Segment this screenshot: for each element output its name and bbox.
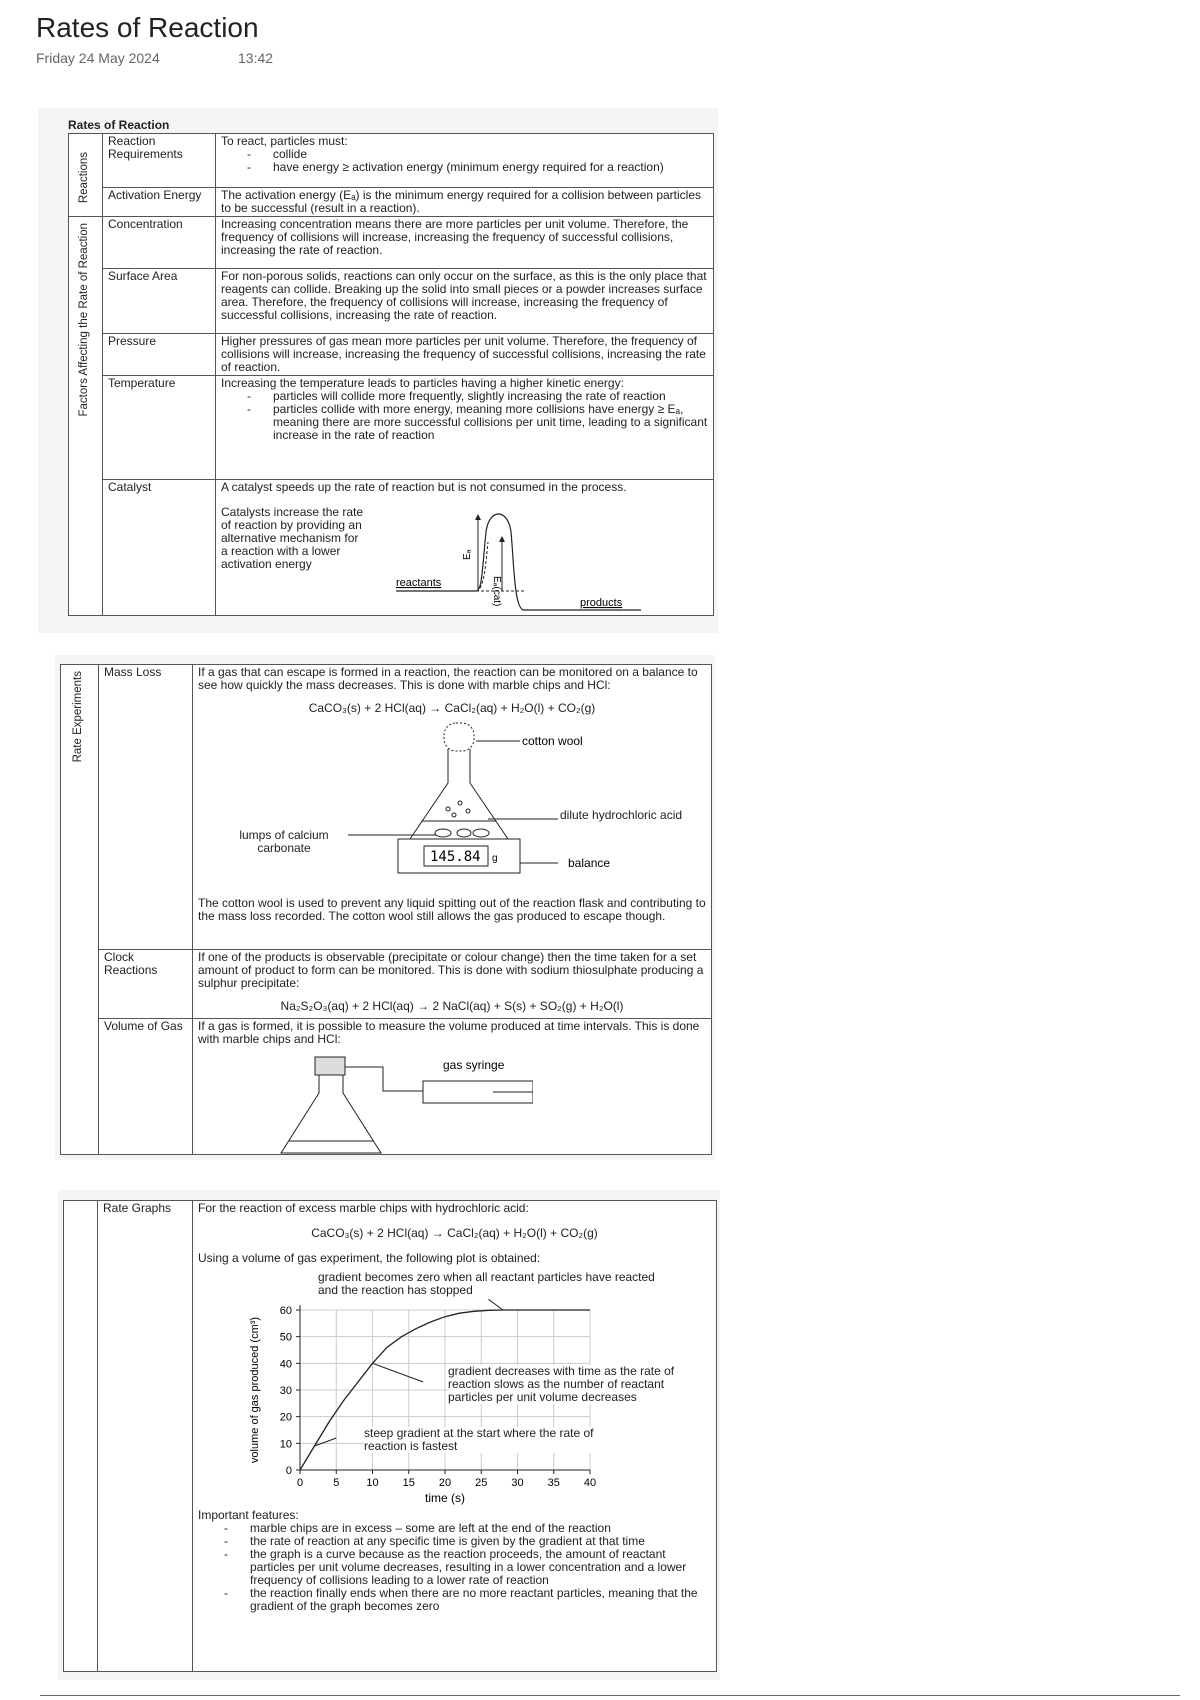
y-axis-label: volume of gas produced (cm³)	[249, 1316, 261, 1464]
x-tick-label: 30	[511, 1477, 524, 1489]
label-temperature: Temperature	[103, 376, 216, 480]
x-tick-label: 35	[547, 1477, 560, 1489]
y-tick-label: 0	[285, 1465, 292, 1477]
diag-reactants: reactants	[396, 577, 442, 589]
cell-activation-energy: The activation energy (Eₐ) is the minimum energy required for a collision between particles to be successful (result in a reaction).	[216, 188, 714, 217]
y-tick-label: 20	[279, 1411, 292, 1424]
section1-heading: Rates of Reaction	[68, 118, 170, 132]
temp-item: - particles collide with more energy, meaning more collisions have energy ≥ Eₐ, meaning there are more successful collisions per unit time, leading to a significant increase in the rate of reaction	[273, 403, 708, 442]
req-item: - have energy ≥ activation energy (minimum energy required for a reaction)	[273, 161, 708, 174]
factors-table	[68, 133, 714, 616]
y-tick-label: 10	[279, 1438, 292, 1451]
stopper	[315, 1057, 345, 1075]
cell-concentration: Increasing concentration means there are more particles per unit volume. Therefore, the frequency of collisions will increase, increasing the frequency of successful collisions, increasing the rate of reaction.	[216, 217, 714, 269]
feature-item: - the rate of reaction at any specific time is given by the gradient at that time	[250, 1535, 711, 1548]
diag-products: products	[580, 597, 623, 609]
graphs-side-cell	[64, 1201, 98, 1672]
factors-side-cell	[69, 217, 103, 616]
cotton-wool-plug	[444, 723, 474, 751]
cell-reaction-requirements	[216, 134, 714, 188]
side-label-factors: Factors Affecting the Rate of Reaction	[78, 223, 90, 417]
features-list	[198, 1522, 711, 1613]
x-tick-label: 5	[333, 1477, 340, 1489]
reactions-side-cell	[69, 134, 103, 217]
eacat-arrow-head	[499, 536, 505, 542]
y-tick-label: 30	[279, 1385, 292, 1397]
vol-text: If a gas is formed, it is possible to measure the volume produced at time intervals. This is done with marble chips and HCl:	[198, 1019, 700, 1046]
page-time: 13:42	[238, 50, 274, 66]
annotation-low: steep gradient at the start where the rate of reaction is fastest	[364, 1427, 614, 1453]
graph-using: Using a volume of gas experiment, the following plot is obtained:	[198, 1251, 541, 1265]
annotation-mid: gradient decreases with time as the rate of reaction slows as the number of reactant particles per unit volume decreases	[448, 1365, 678, 1404]
pointer-mid	[373, 1363, 424, 1382]
x-tick-label: 25	[475, 1477, 488, 1489]
cat-text: A catalyst speeds up the rate of reaction but is not consumed in the process.	[221, 480, 627, 494]
label-calcium-carbonate: lumps of calcium carbonate	[239, 828, 329, 855]
feature-item: - marble chips are in excess – some are left at the end of the reaction	[250, 1522, 711, 1535]
label-volume-of-gas: Volume of Gas	[99, 1019, 193, 1155]
graph-equation: CaCO₃(s) + 2 HCl(aq) → CaCl₂(aq) + H₂O(l) + CO₂(g)	[311, 1226, 598, 1240]
cell-rate-graphs	[193, 1201, 717, 1672]
temp-intro: Increasing the temperature leads to particles having a higher kinetic energy:	[221, 376, 624, 390]
label-balance: balance	[568, 856, 611, 870]
cat-text2: Catalysts increase the rate of reaction by providing an alternative mechanism for a reaction with a lower activation energy	[221, 505, 364, 571]
page-title: Rates of Reaction	[36, 12, 259, 43]
graph-intro: For the reaction of excess marble chips with hydrochloric acid:	[198, 1201, 529, 1215]
y-tick-label: 60	[279, 1305, 292, 1317]
label-dilute-acid: dilute hydrochloric acid	[560, 808, 683, 822]
label-clock-reactions: Clock Reactions	[99, 950, 193, 1019]
req-item: - collide	[273, 148, 708, 161]
label-activation-energy: Activation Energy	[103, 188, 216, 217]
cell-pressure: Higher pressures of gas mean more particles per unit volume. Therefore, the frequency of collisions will increase, increasing the frequency of successful collisions, increasing the rate of reaction.	[216, 334, 714, 376]
label-rate-graphs: Rate Graphs	[98, 1201, 193, 1672]
label-surface-area: Surface Area	[103, 269, 216, 334]
page-date: Friday 24 May 2024	[36, 50, 160, 66]
x-tick-label: 40	[583, 1477, 597, 1489]
side-label-reactions: Reactions	[78, 152, 90, 204]
side-label-experiments: Rate Experiments	[72, 671, 84, 763]
balance-unit: g	[492, 853, 498, 864]
balance-reading: 145.84	[430, 849, 481, 865]
temp-item: - particles will collide more frequently, slightly increasing the rate of reaction	[273, 390, 708, 403]
mass-note: The cotton wool is used to prevent any liquid spitting out of the reaction flask and contributing to the mass loss recorded. The cotton wool still allows the gas produced to escape though.	[198, 896, 706, 923]
label-pressure: Pressure	[103, 334, 216, 376]
x-axis-label: time (s)	[425, 1491, 465, 1505]
graphs-table	[63, 1200, 717, 1672]
cell-mass-loss	[193, 665, 712, 950]
label-reaction-requirements: Reaction Requirements	[103, 134, 216, 188]
gas-syringe-apparatus	[53, 1045, 533, 1155]
x-tick-label: 15	[402, 1477, 415, 1489]
y-tick-label: 50	[279, 1331, 292, 1344]
page-bottom-rule	[40, 1695, 1180, 1696]
cell-surface-area: For non-porous solids, reactions can only occur on the surface, as this is the only place that reagents can collide. Breaking up the solid into small pieces or a powder increases surface area. Therefore, the frequency of collisions will increase, increasing the frequency of successful collisions, increasing the rate of reaction.	[216, 269, 714, 334]
conical-flask	[410, 749, 508, 839]
label-concentration: Concentration	[103, 217, 216, 269]
experiments-table	[60, 664, 712, 1155]
x-tick-label: 0	[296, 1477, 304, 1489]
delivery-tube	[345, 1067, 423, 1091]
label-catalyst: Catalyst	[103, 480, 216, 616]
pointer-low	[315, 1438, 337, 1446]
mass-text: If a gas that can escape is formed in a reaction, the reaction can be monitored on a balance to see how quickly the mass decreases. This is done with marble chips and HCl:	[198, 665, 698, 692]
label-mass-loss: Mass Loss	[99, 665, 193, 950]
cell-catalyst	[216, 480, 714, 616]
req-intro: To react, particles must:	[221, 134, 348, 148]
annotation-top: gradient becomes zero when all reactant particles have reacted and the reaction has stopped	[318, 1270, 655, 1297]
x-tick-label: 20	[438, 1477, 452, 1489]
cell-volume-of-gas	[193, 1019, 712, 1155]
features-title: Important features:	[198, 1508, 299, 1522]
feature-item: - the reaction finally ends when there are no more reactant particles, meaning that the gradient of the graph becomes zero	[250, 1587, 711, 1613]
pointer-top	[489, 1299, 504, 1310]
clock-equation: Na₂S₂O₃(aq) + 2 HCl(aq) → 2 NaCl(aq) + S(s) + SO₂(g) + H₂O(l)	[280, 999, 624, 1013]
label-gas-syringe: gas syringe	[443, 1058, 505, 1072]
clock-text: If one of the products is observable (precipitate or colour change) then the time taken for a set amount of product to form can be monitored. This is done with sodium thiosulphate producing a sulphur precipitate:	[198, 950, 704, 990]
energy-profile-diagram	[396, 502, 696, 612]
profile-curve	[396, 514, 641, 610]
x-tick-label: 10	[366, 1477, 379, 1489]
mass-equation: CaCO₃(s) + 2 HCl(aq) → CaCl₂(aq) + H₂O(l) + CO₂(g)	[308, 701, 596, 715]
diag-ea-label: Eₐ	[462, 549, 473, 560]
label-cotton-wool: cotton wool	[522, 734, 583, 748]
feature-item: - the graph is a curve because as the reaction proceeds, the amount of reactant particles per unit volume decreases, resulting in a lower concentration and a lower frequency of collisions leading to a lower rate of reaction	[250, 1548, 711, 1587]
cell-temperature	[216, 376, 714, 480]
cell-clock-reactions	[193, 950, 712, 1019]
y-tick-label: 40	[279, 1358, 292, 1371]
diag-eacat-label: Eₐ(cat)	[491, 576, 502, 607]
ea-arrow-head	[475, 514, 481, 520]
